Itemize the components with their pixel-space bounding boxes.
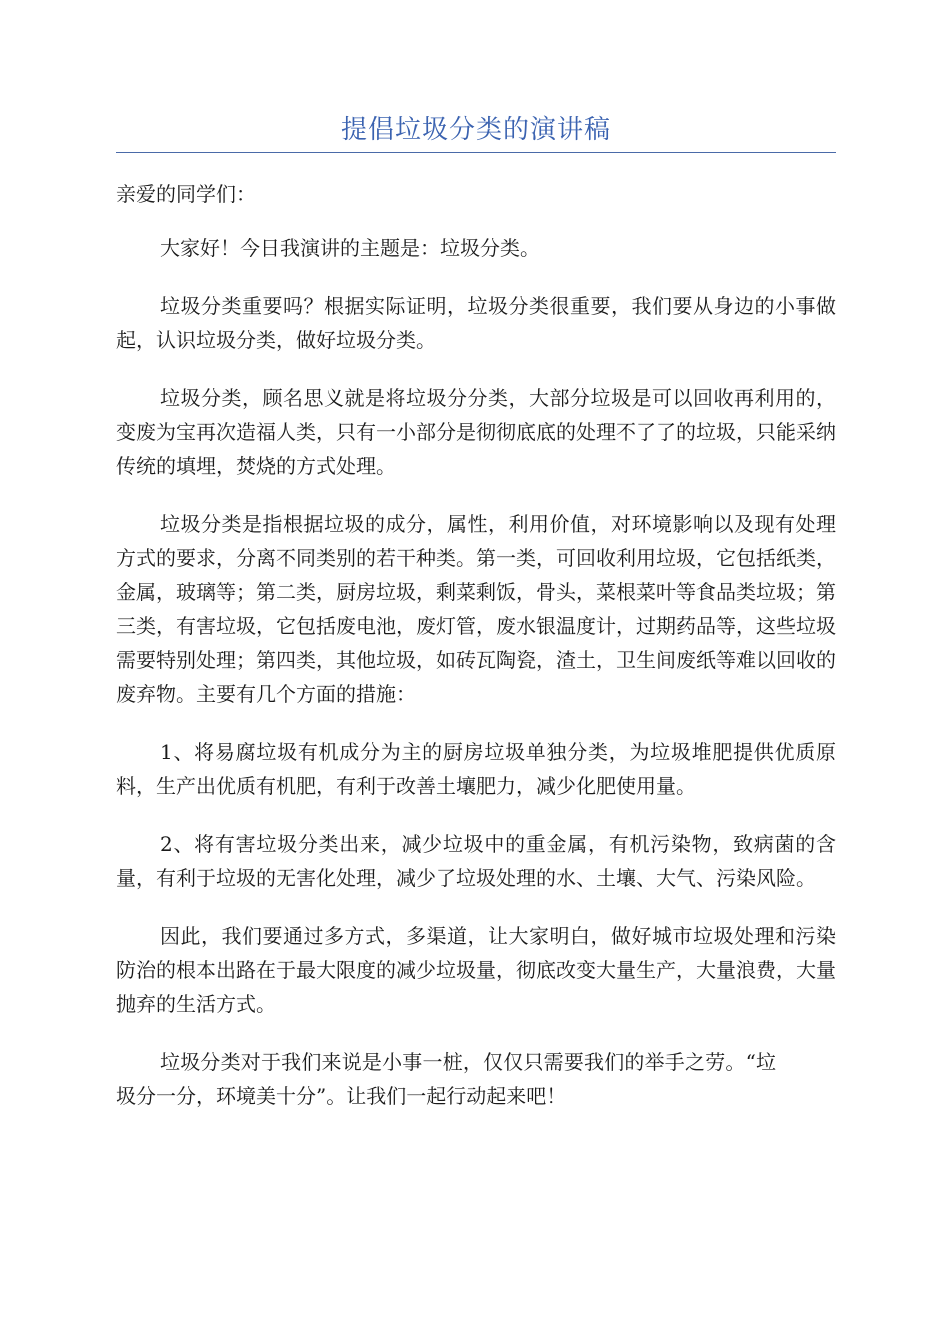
paragraph-measure-2: 2、将有害垃圾分类出来，减少垃圾中的重金属，有机污染物，致病菌的含量，有利于垃圾的无害化处理，减少了垃圾处理的水、土壤、大气、污染风险。 <box>116 832 836 890</box>
paragraph-importance: 垃圾分类重要吗？根据实际证明，垃圾分类很重要，我们要从身边的小事做起，认识垃圾分类，做好垃圾分类。 <box>116 294 836 352</box>
page-title: 提倡垃圾分类的演讲稿 <box>340 115 611 145</box>
greeting: 亲爱的同学们： <box>116 182 256 206</box>
paragraph-categories: 垃圾分类是指根据垃圾的成分，属性，利用价值，对环境影响以及现有处理方式的要求，分离不同类别的若干种类。第一类，可回收利用垃圾，它包括纸类，金属，玻璃等；第二类，厨房垃圾，剩菜剩饭，骨头，菜根菜叶等食品类垃圾；第三类，有害垃圾，它包括废电池，废灯管，废水银温度计，过期药品等，这些垃圾需要特别处理；第四类，其他垃圾，如砖瓦陶瓷，渣土，卫生间废纸等难以回收的废弃物。主要有几个方面的措施： <box>116 512 836 706</box>
title-block <box>116 112 836 153</box>
paragraph-intro: 大家好！今日我演讲的主题是：垃圾分类。 <box>160 236 540 260</box>
paragraph-definition: 垃圾分类，顾名思义就是将垃圾分分类，大部分垃圾是可以回收再利用的，变废为宝再次造福人类，只有一小部分是彻彻底底的处理不了了的垃圾，只能采纳传统的填埋，焚烧的方式处理。 <box>116 386 836 478</box>
paragraph-closing: 垃圾分类对于我们来说是小事一桩，仅仅只需要我们的举手之劳。“垃圾分一分，环境美十分”。让我们一起行动起来吧！ <box>116 1050 776 1108</box>
paragraph-measure-1: 1、将易腐垃圾有机成分为主的厨房垃圾单独分类，为垃圾堆肥提供优质原料，生产出优质有机肥，有利于改善土壤肥力，减少化肥使用量。 <box>116 740 836 798</box>
paragraph-conclusion: 因此，我们要通过多方式，多渠道，让大家明白，做好城市垃圾处理和污染防治的根本出路在于最大限度的减少垃圾量，彻底改变大量生产，大量浪费，大量抛弃的生活方式。 <box>116 924 836 1016</box>
document-page <box>116 112 836 1113</box>
